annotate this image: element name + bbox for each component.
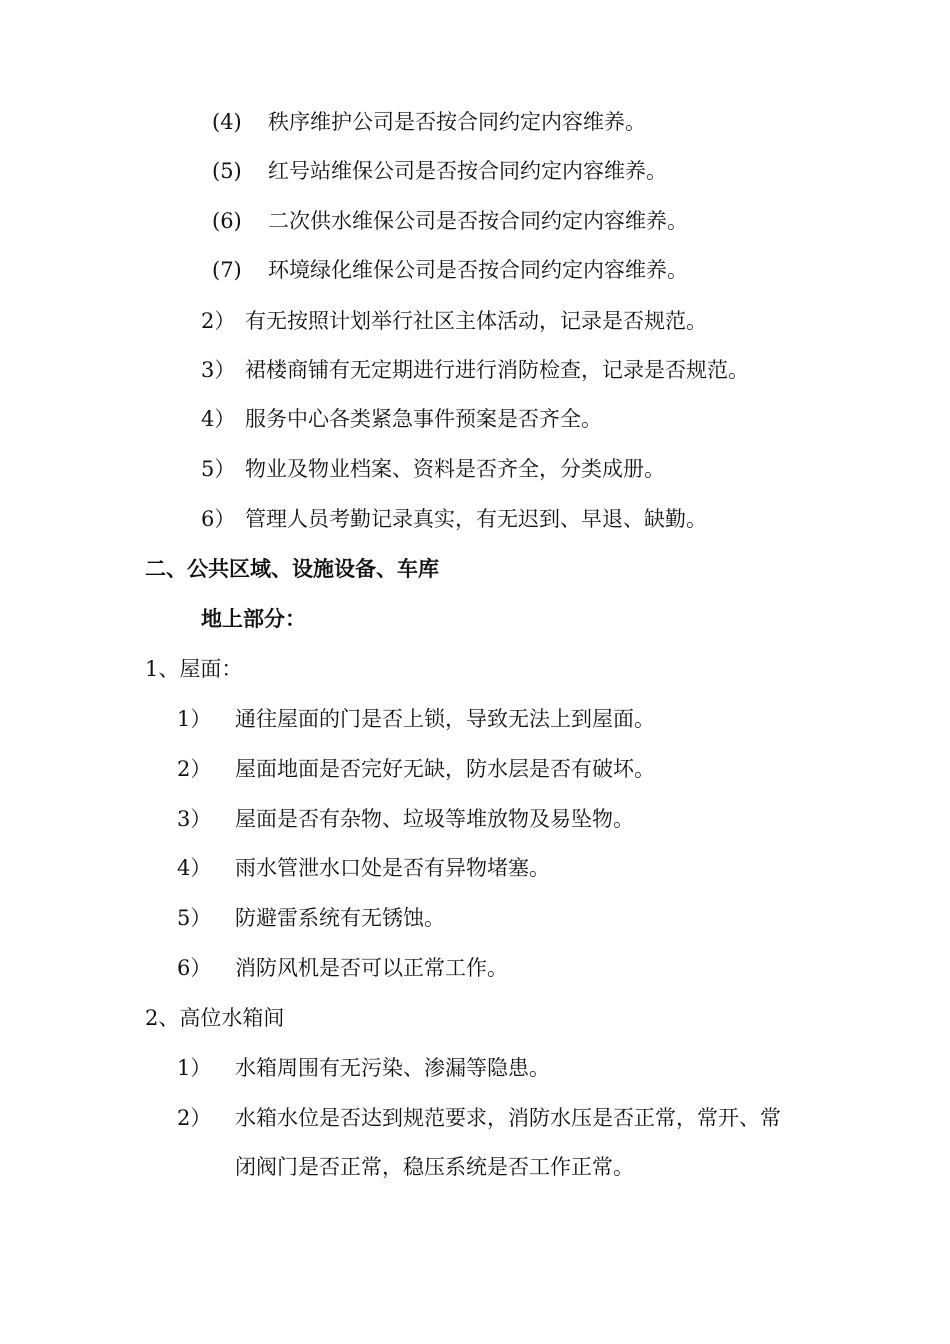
section-heading: 二、公共区域、设施设备、车库 xyxy=(145,556,439,581)
list-item xyxy=(212,256,688,284)
list-item xyxy=(177,854,550,882)
roof-heading: 1、屋面： xyxy=(145,657,243,681)
list-item xyxy=(212,108,646,136)
item-text: 管理人员考勤记录真实，有无迟到、早退、缺勤。 xyxy=(245,507,707,531)
item-number: 5） xyxy=(177,906,212,930)
item-number: 4） xyxy=(177,856,212,880)
list-item xyxy=(201,405,602,433)
item-text: 水箱水位是否达到规范要求，消防水压是否正常，常开、常 xyxy=(235,1106,781,1130)
subsection-heading: 地上部分： xyxy=(201,606,306,631)
item-number: 6） xyxy=(177,956,212,980)
item-number: 2） xyxy=(177,1106,212,1130)
list-item xyxy=(212,207,688,235)
item-number: (4) xyxy=(212,110,242,134)
item-text: 秩序维护公司是否按合同约定内容维养。 xyxy=(268,110,646,134)
item-text: 防避雷系统有无锈蚀。 xyxy=(235,906,445,930)
item-number: 6） xyxy=(201,507,236,531)
item-number: 1） xyxy=(177,707,212,731)
list-item xyxy=(201,307,707,335)
item-text: 二次供水维保公司是否按合同约定内容维养。 xyxy=(268,209,688,233)
item-text: 通往屋面的门是否上锁，导致无法上到屋面。 xyxy=(235,707,655,731)
item-text: 屋面是否有杂物、垃圾等堆放物及易坠物。 xyxy=(235,807,634,831)
list-item-continuation: 闭阀门是否正常，稳压系统是否工作正常。 xyxy=(235,1155,634,1179)
list-item xyxy=(177,1054,550,1082)
list-item xyxy=(201,356,749,384)
item-text: 红号站维保公司是否按合同约定内容维养。 xyxy=(268,159,667,183)
tank-heading: 2、高位水箱间 xyxy=(145,1006,285,1030)
item-text: 屋面地面是否完好无缺，防水层是否有破坏。 xyxy=(235,757,655,781)
item-text: 消防风机是否可以正常工作。 xyxy=(235,956,508,980)
list-item xyxy=(177,904,445,932)
item-text: 环境绿化维保公司是否按合同约定内容维养。 xyxy=(268,258,688,282)
list-item xyxy=(177,705,655,733)
item-text: 雨水管泄水口处是否有异物堵塞。 xyxy=(235,856,550,880)
item-text: 服务中心各类紧急事件预案是否齐全。 xyxy=(245,407,602,431)
list-item xyxy=(201,505,707,533)
item-number: 3） xyxy=(177,807,212,831)
item-number: (7) xyxy=(212,258,242,282)
item-number: 5） xyxy=(201,457,236,481)
item-number: 4） xyxy=(201,407,236,431)
list-item xyxy=(177,805,634,833)
item-number: 1） xyxy=(177,1056,212,1080)
list-item xyxy=(201,455,665,483)
item-number: (6) xyxy=(212,209,242,233)
item-number: 3） xyxy=(201,358,236,382)
item-text: 裙楼商铺有无定期进行进行消防检查，记录是否规范。 xyxy=(245,358,749,382)
item-number: 2） xyxy=(177,757,212,781)
list-item xyxy=(212,157,667,185)
list-item xyxy=(177,755,655,783)
list-item xyxy=(177,954,508,982)
item-text: 有无按照计划举行社区主体活动，记录是否规范。 xyxy=(245,309,707,333)
item-text: 物业及物业档案、资料是否齐全，分类成册。 xyxy=(245,457,665,481)
item-number: (5) xyxy=(212,159,242,183)
item-text: 水箱周围有无污染、渗漏等隐患。 xyxy=(235,1056,550,1080)
item-number: 2） xyxy=(201,309,236,333)
list-item xyxy=(177,1104,781,1132)
